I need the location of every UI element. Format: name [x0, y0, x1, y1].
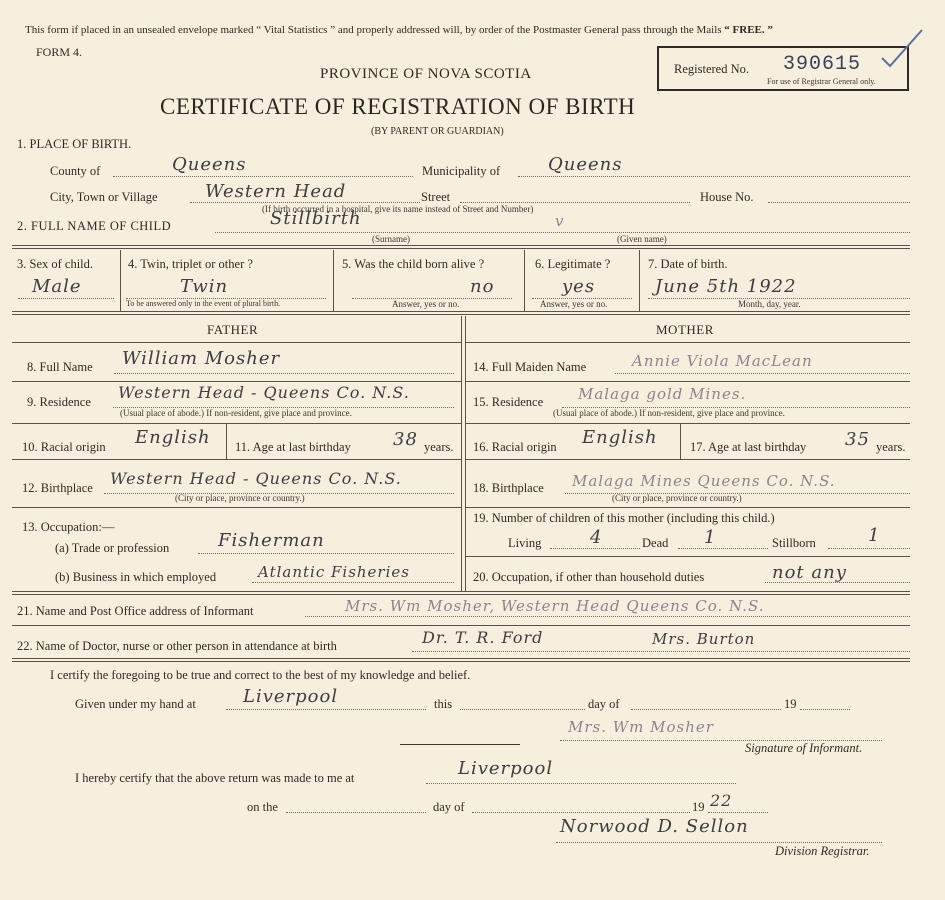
registered-number: 390615 [783, 53, 862, 76]
mother-name-value: Annie Viola MacLean [632, 352, 813, 370]
given-label: Given under my hand at [75, 697, 196, 711]
given-place-value: Liverpool [243, 686, 339, 707]
father-birthplace-value: Western Head - Queens Co. N.S. [110, 469, 402, 488]
legitimate-value: yes [562, 276, 596, 297]
date-of-birth-label: 7. Date of birth. [648, 257, 728, 271]
postal-notice-free: “ FREE. ” [724, 24, 773, 36]
father-occupation-label: 13. Occupation:— [22, 520, 115, 534]
mother-racial-value: English [582, 427, 658, 448]
father-heading: FATHER [207, 322, 259, 337]
father-residence-value: Western Head - Queens Co. N.S. [118, 383, 410, 402]
father-business-value: Atlantic Fisheries [258, 563, 410, 581]
certificate-title: CERTIFICATE OF REGISTRATION OF BIRTH [160, 94, 636, 119]
twin-value: Twin [180, 276, 229, 297]
city-label: City, Town or Village [50, 190, 158, 204]
mother-racial-label: 16. Racial origin [473, 440, 557, 454]
mother-age-unit: years. [876, 440, 906, 454]
child-surname-value: Stillbirth [270, 208, 362, 229]
house-label: House No. [700, 190, 754, 204]
father-name-value: William Mosher [122, 348, 281, 369]
mother-occupation-label: 20. Occupation, if other than household duties [473, 570, 705, 584]
registered-label: Registered No. [674, 62, 749, 76]
mother-age-label: 17. Age at last birthday [690, 440, 807, 454]
father-racial-label: 10. Racial origin [22, 440, 106, 454]
registration-box [657, 46, 909, 91]
municipality-label: Municipality of [422, 164, 501, 178]
year-prefix: 19 [784, 697, 797, 711]
day-of-label-2: day of [433, 800, 465, 814]
hospital-note: (If birth occurred in a hospital, give its name instead of Street and Number) [262, 204, 534, 214]
child-given-mark: v [555, 212, 565, 230]
mother-name-label: 14. Full Maiden Name [473, 360, 587, 374]
date-of-birth-value: June 5th 1922 [655, 276, 797, 297]
form-number: FORM 4. [36, 45, 83, 59]
given-name-caption: (Given name) [617, 234, 667, 244]
father-birthplace-label: 12. Birthplace [22, 481, 93, 495]
father-name-label: 8. Full Name [27, 360, 93, 374]
doctor-value-2: Mrs. Burton [652, 630, 756, 648]
registrar-caption: Division Registrar. [775, 844, 870, 858]
doctor-label: 22. Name of Doctor, nurse or other person in attendance at birth [17, 639, 337, 653]
county-label: County of [50, 164, 101, 178]
father-business-label: (b) Business in which employed [55, 570, 217, 584]
doctor-value: Dr. T. R. Ford [422, 628, 544, 647]
mother-stillborn-value: 1 [868, 525, 881, 546]
mother-occupation-value: not any [772, 562, 847, 583]
father-trade-label: (a) Trade or profession [55, 541, 170, 555]
mother-birthplace-value: Malaga Mines Queens Co. N.S. [572, 472, 836, 490]
province-heading: PROVINCE OF NOVA SCOTIA [320, 66, 532, 82]
postal-notice-text: This form if placed in an unsealed envelope marked “ Vital Statistics ” and properly addressed will, by order of the Postmaster General pass through the Mails [25, 24, 722, 36]
sex-value: Male [32, 276, 82, 297]
county-value: Queens [172, 154, 247, 175]
father-racial-value: English [135, 427, 211, 448]
father-residence-label: 9. Residence [27, 395, 91, 409]
date-note: Month, day, year. [738, 299, 801, 309]
father-trade-value: Fisherman [218, 530, 325, 551]
mother-children-label: 19. Number of children of this mother (including this child.) [473, 511, 775, 525]
father-residence-note: (Usual place of abode.) If non-resident, give place and province. [120, 408, 352, 418]
mother-dead-value: 1 [704, 527, 717, 548]
father-age-value: 38 [393, 429, 418, 450]
father-age-label: 11. Age at last birthday [235, 440, 351, 454]
registrar-signature: Norwood D. Sellon [560, 816, 749, 837]
year-prefix-2: 19 [692, 800, 705, 814]
informant-label: 21. Name and Post Office address of Informant [17, 604, 254, 618]
mother-residence-value: Malaga gold Mines. [578, 385, 747, 403]
mother-birthplace-label: 18. Birthplace [473, 481, 544, 495]
mother-birthplace-note: (City or place, province or country.) [612, 493, 742, 503]
surname-caption: (Surname) [372, 234, 410, 244]
legitimate-note: Answer, yes or no. [540, 299, 608, 309]
mother-living-label: Living [508, 536, 542, 550]
child-name-label: 2. FULL NAME OF CHILD [17, 219, 172, 233]
alive-value: no [470, 276, 495, 297]
mother-dead-label: Dead [642, 536, 669, 550]
mother-age-value: 35 [845, 429, 870, 450]
alive-label: 5. Was the child born alive ? [342, 257, 485, 271]
informant-signature: Mrs. Wm Mosher [568, 718, 714, 736]
return-place-value: Liverpool [458, 758, 554, 779]
street-label: Street [421, 190, 451, 204]
informant-signature-caption: Signature of Informant. [745, 741, 863, 755]
city-value: Western Head [205, 181, 347, 202]
legitimate-label: 6. Legitimate ? [535, 257, 611, 271]
this-label: this [434, 697, 453, 711]
informant-value: Mrs. Wm Mosher, Western Head Queens Co. N.S. [345, 597, 765, 615]
mother-living-value: 4 [590, 527, 603, 548]
place-of-birth-label: 1. PLACE OF BIRTH. [17, 137, 132, 151]
check-mark-icon [880, 28, 925, 68]
year-suffix-2: 22 [710, 791, 733, 810]
mother-residence-label: 15. Residence [473, 395, 544, 409]
twin-label: 4. Twin, triplet or other ? [128, 257, 253, 271]
postal-notice [25, 24, 773, 36]
certify-statement: I certify the foregoing to be true and correct to the best of my knowledge and belief. [50, 668, 471, 682]
twin-note: To be answered only in the event of plural birth. [126, 299, 281, 308]
day-of-label: day of [588, 697, 620, 711]
mother-residence-note: (Usual place of abode.) If non-resident, give place and province. [553, 408, 785, 418]
alive-note: Answer, yes or no. [392, 299, 460, 309]
father-age-unit: years. [424, 440, 454, 454]
sex-label: 3. Sex of child. [17, 257, 94, 271]
registrar-note: For use of Registrar General only. [767, 77, 876, 86]
on-the-label: on the [247, 800, 278, 814]
mother-stillborn-label: Stillborn [772, 536, 816, 550]
return-label: I hereby certify that the above return was made to me at [75, 771, 355, 785]
certificate-subtitle: (BY PARENT OR GUARDIAN) [371, 126, 504, 137]
municipality-value: Queens [548, 154, 623, 175]
mother-heading: MOTHER [656, 322, 714, 337]
father-birthplace-note: (City or place, province or country.) [175, 493, 305, 503]
